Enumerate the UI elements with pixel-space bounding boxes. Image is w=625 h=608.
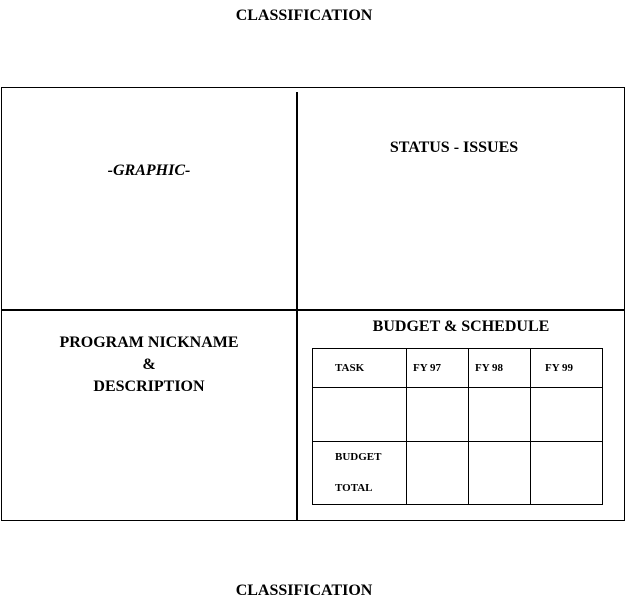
frame-border-left — [1, 87, 2, 521]
task-cell — [313, 388, 407, 442]
header-fy97: FY 97 — [407, 349, 469, 388]
total-fy98-cell — [469, 442, 531, 505]
budget-schedule-heading: BUDGET & SCHEDULE — [372, 318, 550, 335]
total-label: TOTAL — [335, 482, 373, 494]
header-fy99: FY 99 — [531, 349, 603, 388]
classification-footer: CLASSIFICATION — [235, 582, 373, 599]
total-fy99-cell — [531, 442, 603, 505]
budget-table-task-row — [313, 388, 603, 442]
graphic-placeholder-label: -GRAPHIC- — [107, 162, 191, 179]
program-nickname-line: PROGRAM NICKNAME — [59, 334, 239, 351]
classification-header: CLASSIFICATION — [235, 7, 373, 24]
status-issues-heading: STATUS - ISSUES — [389, 139, 519, 156]
budget-table-total-row — [313, 442, 603, 505]
frame-border-bottom — [1, 520, 625, 521]
task-fy99-cell — [531, 388, 603, 442]
frame-border-top — [1, 87, 625, 88]
task-fy97-cell — [407, 388, 469, 442]
program-ampersand-line: & — [142, 356, 156, 373]
task-fy98-cell — [469, 388, 531, 442]
program-description-line: DESCRIPTION — [93, 378, 205, 395]
header-fy98: FY 98 — [469, 349, 531, 388]
program-description-heading — [2, 332, 296, 398]
budget-label: BUDGET — [335, 451, 382, 463]
frame-divider-horizontal — [1, 309, 625, 311]
total-fy97-cell — [407, 442, 469, 505]
budget-table — [312, 348, 603, 505]
budget-total-label-cell — [313, 442, 407, 505]
budget-table-header-row — [313, 349, 603, 388]
header-task: TASK — [313, 349, 407, 388]
